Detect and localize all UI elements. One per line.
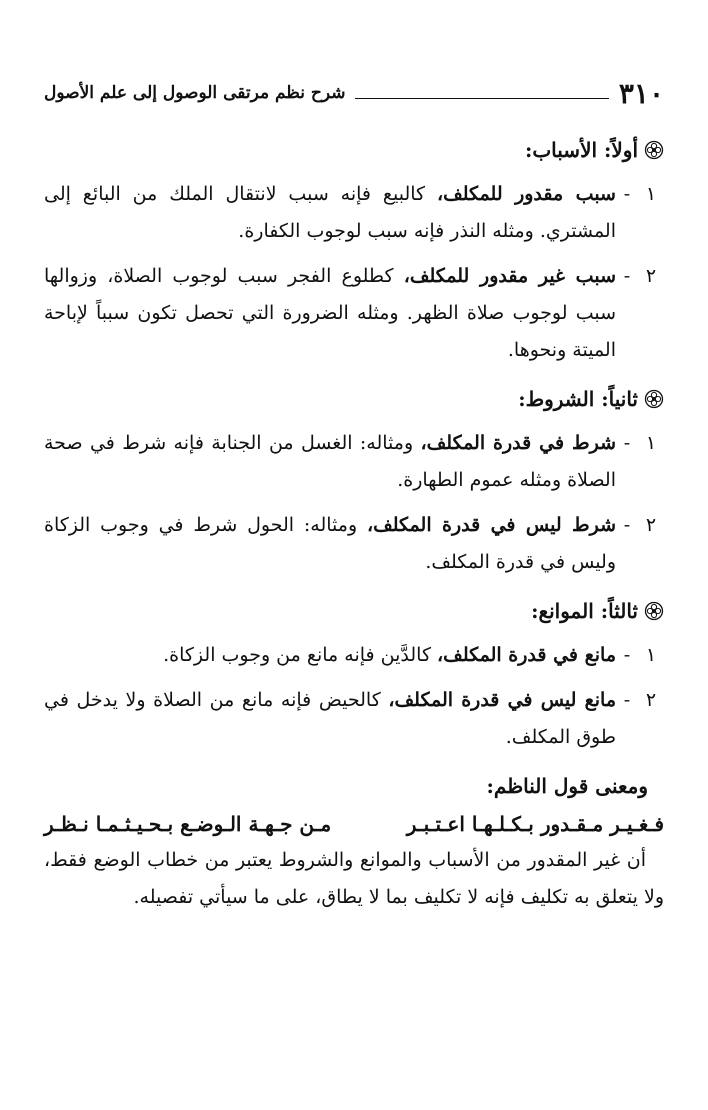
flower-bullet-icon [644, 601, 664, 621]
section-conditions [44, 387, 664, 581]
section-causes [44, 138, 664, 369]
book-title: شرح نظم مرتقى الوصول إلى علم الأصول [44, 83, 346, 103]
meaning-label: ومعنى قول الناظم: [486, 774, 648, 798]
item-body: ومثاله: الحول شرط في وجوب الزكاة وليس في قدرة المكلف. [44, 514, 616, 573]
item-dash: - [623, 265, 631, 287]
list-item [44, 507, 664, 581]
item-number: ١ [645, 432, 657, 454]
flower-bullet-icon [644, 389, 664, 409]
page-content [44, 138, 664, 916]
list-item [44, 425, 664, 499]
flower-bullet-icon [644, 140, 664, 160]
item-text [44, 176, 616, 250]
page-number: ٣١٠ [618, 76, 664, 110]
header-rule [355, 98, 608, 99]
item-dash: - [623, 183, 631, 205]
section-heading-text: ثانياً: الشروط: [518, 387, 638, 411]
section-heading [44, 387, 664, 411]
verse-first-hemistich: فـغـيـر مـقـدور بـكـلـهـا اعـتـبـر [406, 812, 664, 836]
section-heading-text: أولاً: الأسباب: [524, 138, 638, 162]
section-impediments [44, 599, 664, 756]
section-heading [44, 138, 664, 162]
list-item [44, 176, 664, 250]
list-item [44, 682, 664, 756]
item-body: ومثاله: الغسل من الجنابة فإنه شرط في صحة الصلاة ومثله عموم الطهارة. [44, 432, 616, 491]
list-item [44, 258, 664, 369]
item-number: ١ [645, 183, 657, 205]
item-number: ٢ [645, 265, 657, 287]
item-body: كالحيض فإنه مانع من الصلاة ولا يدخل في طوق المكلف. [44, 689, 616, 748]
item-text [44, 682, 616, 756]
item-dash: - [623, 514, 631, 536]
item-number: ٢ [645, 689, 657, 711]
section-heading [44, 599, 664, 623]
item-number: ٢ [645, 514, 657, 536]
list-item [44, 637, 664, 674]
item-term: سبب مقدور للمكلف، [436, 183, 616, 205]
section-heading-text: ثالثاً: الموانع: [531, 599, 638, 623]
verse-second-hemistich: مـن جـهـة الـوضـع بـحـيـثـمـا نـظـر [44, 812, 332, 836]
item-text [44, 425, 616, 499]
item-text [44, 507, 616, 581]
item-body: كالبيع فإنه سبب لانتقال الملك من البائع إلى المشتري. ومثله النذر فإنه سبب لوجوب الكفارة. [44, 183, 616, 242]
item-text [44, 258, 616, 369]
item-body: كالدَّين فإنه مانع من وجوب الزكاة. [163, 644, 438, 666]
item-term: شرط في قدرة المكلف، [420, 432, 616, 454]
item-dash: - [623, 644, 631, 666]
page-header [44, 76, 664, 110]
item-body: كطلوع الفجر سبب لوجوب الصلاة، وزوالها سبب لوجوب صلاة الظهر. ومثله الضرورة التي تحصل تكون سبباً لإباحة الميتة ونحوها. [44, 265, 616, 361]
item-term: مانع ليس في قدرة المكلف، [388, 689, 617, 711]
item-text [44, 637, 616, 674]
item-term: شرط ليس في قدرة المكلف، [366, 514, 616, 536]
explanation-paragraph: أن غير المقدور من الأسباب والموانع والشروط يعتبر من خطاب الوضع فقط، ولا يتعلق به تكليف فإنه لا تكليف بما لا يطاق، على ما سيأتي تفصيله. [44, 849, 664, 908]
item-dash: - [623, 432, 631, 454]
item-dash: - [623, 689, 631, 711]
item-term: مانع في قدرة المكلف، [437, 644, 616, 666]
item-number: ١ [645, 644, 657, 666]
poem-verse [44, 812, 664, 836]
item-term: سبب غير مقدور للمكلف، [403, 265, 616, 287]
